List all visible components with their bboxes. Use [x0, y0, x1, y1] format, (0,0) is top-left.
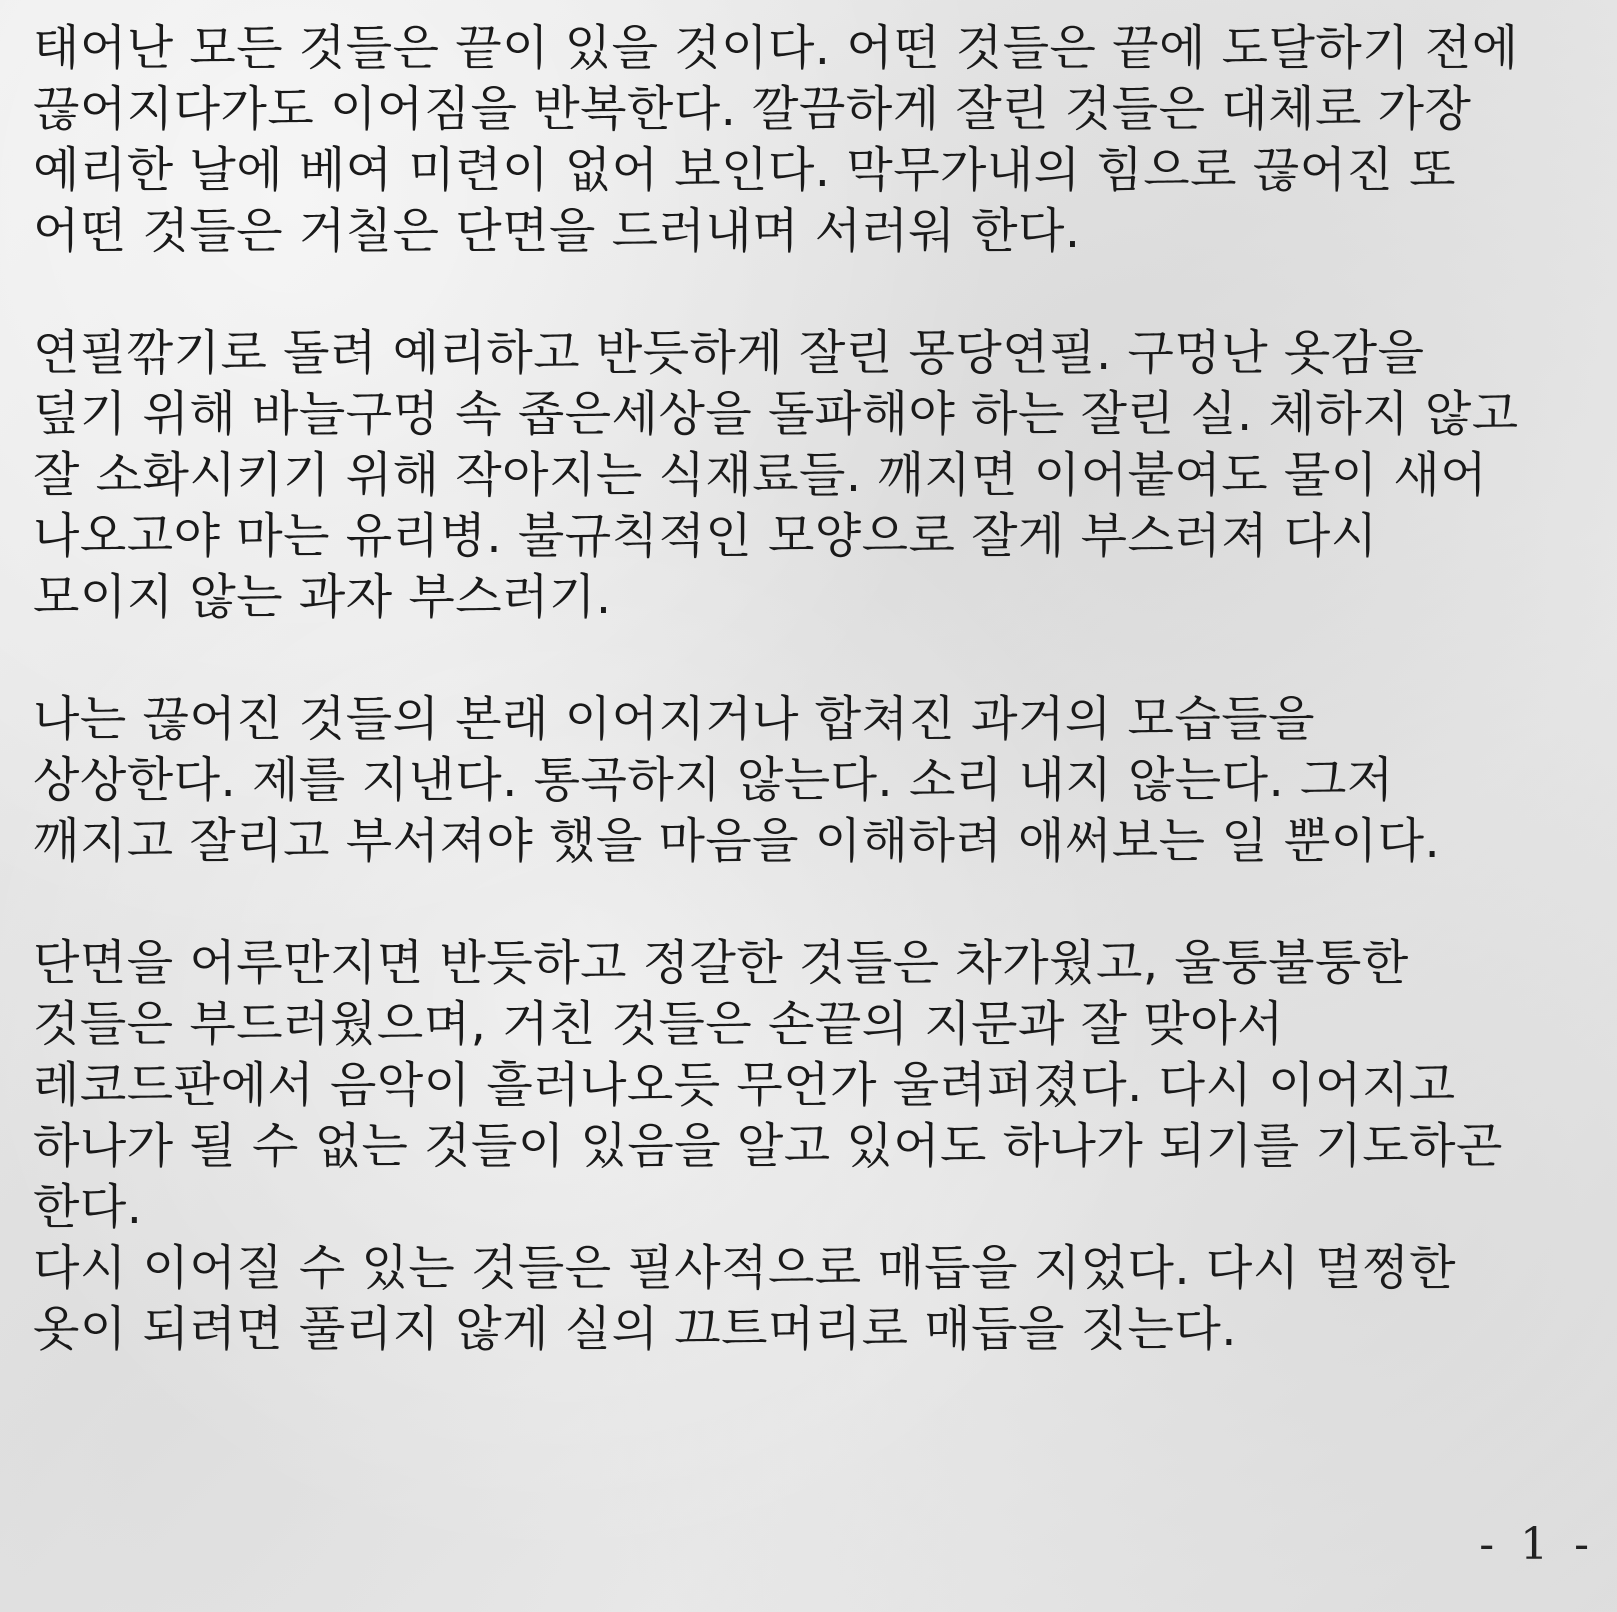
text-line: 것들은 부드러웠으며, 거친 것들은 손끝의 지문과 잘 맞아서	[33, 996, 1284, 1052]
text-line: 나는 끊어진 것들의 본래 이어지거나 합쳐진 과거의 모습들을	[33, 691, 1316, 747]
body-text	[33, 18, 1593, 1360]
paragraph-3	[33, 689, 1593, 872]
text-line: 잘 소화시키기 위해 작아지는 식재료들. 깨지면 이어붙여도 물이 새어	[33, 447, 1488, 503]
text-line: 태어난 모든 것들은 끝이 있을 것이다. 어떤 것들은 끝에 도달하기 전에	[33, 20, 1519, 76]
paragraph-2	[33, 323, 1593, 628]
page-number: - 1 -	[1479, 1519, 1595, 1570]
text-line: 깨지고 잘리고 부서져야 했을 마음을 이해하려 애써보는 일 뿐이다.	[33, 813, 1441, 869]
text-line: 한다.	[33, 1179, 143, 1235]
text-line: 옷이 되려면 풀리지 않게 실의 끄트머리로 매듭을 짓는다.	[33, 1301, 1238, 1357]
text-line: 모이지 않는 과자 부스러기.	[33, 569, 612, 625]
text-line: 하나가 될 수 없는 것들이 있음을 알고 있어도 하나가 되기를 기도하곤	[33, 1118, 1503, 1174]
text-line: 레코드판에서 음악이 흘러나오듯 무언가 울려퍼졌다. 다시 이어지고	[33, 1057, 1456, 1113]
text-line: 연필깎기로 돌려 예리하고 반듯하게 잘린 몽당연필. 구멍난 옷감을	[33, 325, 1425, 381]
paragraph-1	[33, 18, 1593, 262]
text-line: 다시 이어질 수 있는 것들은 필사적으로 매듭을 지었다. 다시 멀쩡한	[33, 1240, 1457, 1296]
text-line: 상상한다. 제를 지낸다. 통곡하지 않는다. 소리 내지 않는다. 그저	[33, 752, 1394, 808]
paragraph-spacer	[33, 628, 1593, 689]
paragraph-4	[33, 933, 1593, 1360]
text-line: 끊어지다가도 이어짐을 반복한다. 깔끔하게 잘린 것들은 대체로 가장	[33, 81, 1472, 137]
text-line: 나오고야 마는 유리병. 불규칙적인 모양으로 잘게 부스러져 다시	[33, 508, 1378, 564]
paragraph-spacer	[33, 872, 1593, 933]
text-line: 예리한 날에 베여 미련이 없어 보인다. 막무가내의 힘으로 끊어진 또	[33, 142, 1457, 198]
text-line: 단면을 어루만지면 반듯하고 정갈한 것들은 차가웠고, 울퉁불퉁한	[33, 935, 1409, 991]
paragraph-spacer	[33, 262, 1593, 323]
text-line: 어떤 것들은 거칠은 단면을 드러내며 서러워 한다.	[33, 203, 1081, 259]
text-line: 덮기 위해 바늘구멍 속 좁은세상을 돌파해야 하는 잘린 실. 체하지 않고	[33, 386, 1519, 442]
